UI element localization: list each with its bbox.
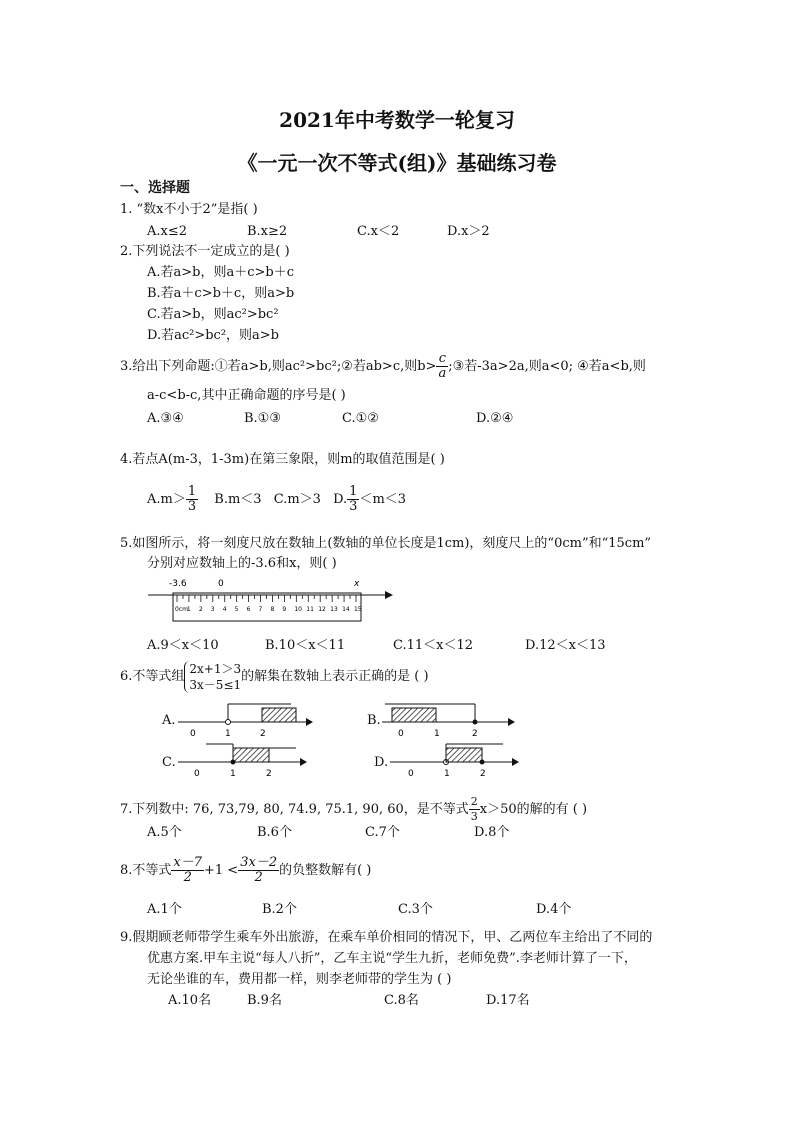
q9-stem-line3: 无论坐谁的车，费用都一样，则李老师带的学生为 ( ) [147,972,452,987]
q6-option-d-label: D. [374,755,389,770]
q2-option-d: D.若ac²>bc²，则a>b [147,328,280,343]
q3-option-b: B.①③ [244,411,281,426]
q8-stem-suffix: 的负整数解有( ) [279,863,372,878]
q7-stem [120,795,587,825]
q7-stem-prefix: 7.下列数中: 76, 73,79, 80, 74.9, 75.1, 90, 60，是不等式 [120,802,469,817]
q7-option-c: C.7个 [365,825,400,840]
q1-stem: 1. “数x不小于2”是指( ) [120,202,258,217]
q5-option-a: A.9＜x＜10 [147,638,219,653]
q7-stem-suffix: x＞50的解的有 ( ) [479,802,588,817]
q3-stem-after: ;③若-3a>2a,则a<0; ④若a<b,则 [448,359,646,374]
q8-f1-den: 2 [183,870,192,885]
q5-option-c: C.11＜x＜12 [393,638,474,653]
q4-options [147,484,406,516]
ruler-tick-label: 6 [246,606,251,613]
q9-option-c: C.8名 [384,993,419,1008]
q4-option-b: B.m＜3 [214,492,262,507]
q6-option-c-label: C. [162,755,176,770]
q6-number-line-a [176,700,316,740]
page-title: 2021年中考数学一轮复习 [279,108,515,132]
q5-option-d: D.12＜x＜13 [525,638,606,653]
q5-stem-line2: 分别对应数轴上的-3.6和x，则( ) [147,556,337,571]
tick-0: 0 [190,729,196,739]
q5-option-b: B.10＜x＜11 [265,638,346,653]
q6-number-line-b [380,700,520,740]
ruler-tick-label: 2 [198,606,203,613]
q4-option-d-prefix: D. [333,492,348,507]
q9-option-b: B.9名 [247,993,282,1008]
q3-frac-num: c [436,352,448,367]
q1-option-a: A.x≤2 [147,224,188,239]
q6-number-line-c [176,740,311,780]
tick-1: 1 [225,729,231,739]
ruler-ticks [175,595,362,613]
q4-option-a-prefix: A.m＞ [147,492,186,507]
q2-option-b: B.若a＋c>b＋c，则a>b [147,286,295,301]
tick-2: 2 [472,729,478,739]
ruler-tick-label: 14 [342,606,350,613]
q4-option-c: C.m＞3 [273,492,321,507]
q4-d-den: 3 [349,499,358,514]
tick-1: 1 [444,769,450,779]
q8-option-d: D.4个 [536,902,572,917]
ruler-tick-label: 4 [222,606,227,613]
q6-option-b-label: B. [367,713,381,728]
q1-option-b: B.x≥2 [247,224,288,239]
q3-frac-den: a [438,366,447,381]
tick-0: 0 [194,769,200,779]
ruler-tick-label: 12 [318,606,326,613]
ruler-tick-label: 10 [294,606,302,613]
q7-option-b: B.6个 [257,825,292,840]
q6-inequality-system [184,661,241,693]
q8-f1-num: x－7 [173,855,203,870]
q1-option-c: C.x＜2 [357,224,400,239]
q3-fraction [436,352,448,381]
q8-stem [120,853,371,889]
q9-stem-line2: 优惠方案.甲车主说“每人八折”，乙车主说“学生九折，老师免费”.李老师计算了一下， [147,951,637,966]
q7-fraction [469,795,480,824]
q6-stem-suffix: 的解集在数轴上表示正确的是 ( ) [241,669,429,684]
q8-stem-prefix: 8.不等式 [120,863,172,878]
q9-option-a: A.10名 [168,993,212,1008]
q3-option-a: A.③④ [147,411,184,426]
q9-stem-line1: 9.假期顾老师带学生乘车外出旅游，在乘车单价相同的情况下，甲、乙两位车主给出了不同的 [120,930,653,945]
q2-option-a: A.若a>b，则a＋c>b＋c [147,265,295,280]
tick-0: 0 [398,729,404,739]
q6-ineq-1: 2x+1＞3 [189,661,242,676]
q8-option-b: B.2个 [262,902,297,917]
q8-option-c: C.3个 [398,902,433,917]
q3-option-d: D.②④ [476,411,514,426]
tick-1: 1 [434,729,440,739]
q6-stem [120,660,429,694]
ruler-tick-label: 1 [186,606,191,613]
ruler-tick-label: 9 [282,606,287,613]
q5-stem-line1: 5.如图所示，将一刻度尺放在数轴上(数轴的单位长度是1cm)，刻度尺上的“0cm”和“15cm” [120,536,652,551]
q4-option-d-fraction [347,485,359,514]
ruler-tick-label: 5 [234,606,239,613]
ruler-tick-label: 15 [354,606,362,613]
q2-option-c: C.若a>b，则ac²>bc² [147,307,279,322]
q4-d-num: 1 [349,484,358,499]
q3-stem [120,352,646,382]
q7-option-d: D.8个 [474,825,510,840]
ruler-tick-label: 11 [306,606,314,613]
tick-2: 2 [260,729,266,739]
ruler-tick-label: 3 [210,606,215,613]
ruler-label-zero: 0 [218,579,224,589]
tick-2: 2 [480,769,486,779]
q8-fraction-1 [171,856,204,885]
ruler-tick-label: 8 [270,606,275,613]
ruler-label-x: x [354,579,360,589]
q6-number-line-d [388,740,523,780]
q1-option-d: D.x＞2 [447,224,490,239]
q3-stem-line2: a-c<b-c,其中正确命题的序号是( ) [147,388,346,403]
section-heading: 一、选择题 [120,180,190,196]
q4-option-d-suffix: ＜m＜3 [359,492,407,507]
q4-stem: 4.若点A(m-3，1-3m)在第三象限，则m的取值范围是( ) [120,452,445,467]
q6-option-a-label: A. [162,713,176,728]
ruler-on-number-line [145,575,395,625]
q8-f2-num: 3x－2 [240,855,278,870]
q8-f2-den: 2 [254,870,263,885]
q3-option-c: C.①② [342,411,379,426]
ruler-axis-arrow [385,591,393,599]
ruler-tick-label: 0cm [175,606,188,613]
q2-stem: 2.下列说法不一定成立的是( ) [120,244,290,259]
q6-stem-prefix: 6.不等式组 [120,669,185,684]
page-subtitle: 《一元一次不等式(组)》基础练习卷 [237,151,557,175]
q8-fraction-2 [238,856,279,885]
q8-stem-mid: +1 < [204,863,239,878]
q7-frac-num: 2 [470,795,478,808]
q6-ineq-2: 3x－5≤1 [189,677,242,692]
q4-option-a-fraction [186,485,198,514]
ruler-tick-label: 13 [330,606,338,613]
q4-a-den: 3 [187,499,197,514]
q8-option-a: A.1个 [147,902,182,917]
q4-a-num: 1 [187,484,197,499]
q7-frac-den: 3 [470,810,478,823]
tick-0: 0 [408,769,414,779]
tick-2: 2 [266,769,272,779]
tick-1: 1 [230,769,236,779]
ruler-tick-label: 7 [258,606,263,613]
q3-stem-before: 3.给出下列命题:①若a>b,则ac²>bc²;②若ab>c,则b> [120,359,437,374]
ruler-label-neg: -3.6 [169,579,187,589]
q7-option-a: A.5个 [147,825,182,840]
q9-option-d: D.17名 [486,993,530,1008]
